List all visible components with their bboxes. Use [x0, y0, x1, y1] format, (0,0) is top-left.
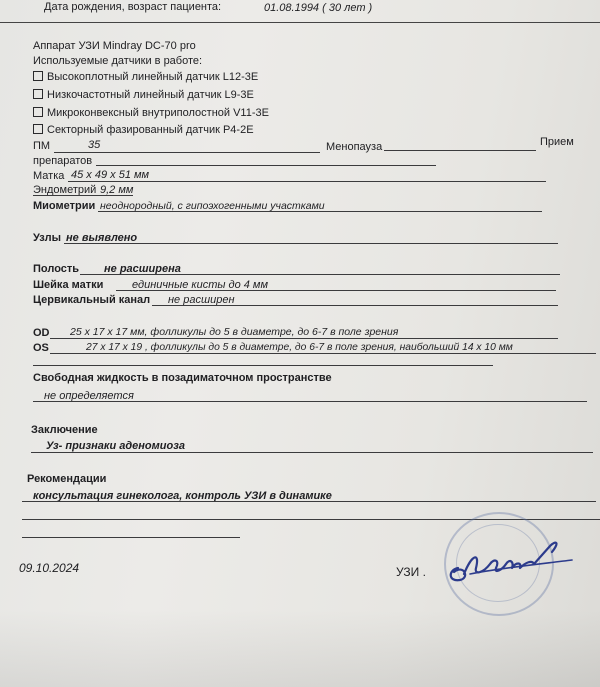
uterus-value: 45 x 49 x 51 мм	[71, 169, 150, 181]
cavity-underline	[80, 274, 560, 275]
os-label: OS	[33, 342, 49, 354]
pm-underline	[54, 152, 320, 153]
sensor-item	[33, 89, 254, 102]
sensor-item	[33, 71, 258, 84]
cavity-value: не расширена	[104, 263, 181, 275]
recommendations-label: Рекомендации	[27, 473, 107, 485]
myometrium-value: неоднородный, с гипоэхогенными участками	[100, 200, 325, 212]
sensor-label: Микроконвексный внутриполостной V11-3E	[47, 107, 269, 119]
myometrium-underline	[98, 211, 542, 212]
sensor-item	[33, 107, 269, 120]
endometrium-value: 9,2 мм	[100, 184, 134, 196]
sensor-checkbox[interactable]	[33, 71, 43, 81]
od-underline	[50, 338, 558, 339]
report-date: 09.10.2024	[19, 561, 80, 575]
conclusion-underline	[31, 452, 593, 453]
uzi-label: УЗИ .	[396, 565, 426, 579]
nodes-value: не выявлено	[66, 232, 138, 244]
os-underline	[50, 353, 596, 354]
birth-label: Дата рождения, возраст пациента:	[44, 1, 222, 13]
pm-label: ПМ	[33, 140, 51, 152]
endometrium-label: Эндометрий	[33, 184, 97, 196]
recommendations-underline	[22, 501, 596, 502]
fluid-label: Свободная жидкость в позадиматочном пространстве	[33, 372, 332, 384]
sensor-label: Высокоплотный линейный датчик L12-3E	[47, 71, 259, 83]
conclusion-label: Заключение	[31, 424, 98, 436]
myometrium-label: Миометрии	[33, 200, 96, 212]
canal-underline	[152, 305, 558, 306]
nodes-label: Узлы	[33, 232, 61, 244]
sensor-item	[33, 124, 254, 137]
intake-label-2: препаратов	[33, 155, 93, 167]
pm-value: 35	[88, 139, 101, 151]
sensor-checkbox[interactable]	[33, 89, 43, 99]
os-underline-2	[33, 365, 493, 366]
canal-label: Цервикальный канал	[33, 294, 151, 306]
intake-underline	[96, 165, 436, 166]
cervix-label: Шейка матки	[33, 279, 104, 291]
uterus-label: Матка	[33, 170, 65, 182]
od-label: OD	[33, 327, 50, 339]
recommendations-value: консультация гинеколога, контроль УЗИ в динамике	[33, 490, 332, 502]
uterus-underline	[68, 181, 546, 182]
menopause-underline	[384, 150, 536, 151]
apparatus-line: Аппарат УЗИ Mindray DC-70 pro	[33, 40, 196, 52]
endometrium-underline	[33, 195, 133, 196]
od-value: 25 x 17 x 17 мм, фолликулы до 5 в диаметре, до 6-7 в поле зрения	[70, 326, 399, 338]
sensor-checkbox[interactable]	[33, 124, 43, 134]
conclusion-value: Уз- признаки аденомиоза	[46, 440, 185, 452]
cervix-value: единичные кисты до 4 мм	[132, 279, 269, 291]
sensor-label: Секторный фазированный датчик P4-2E	[47, 124, 254, 136]
photo-shadow	[0, 610, 600, 687]
fluid-value: не определяется	[44, 390, 134, 402]
sensors-title: Используемые датчики в работе:	[33, 55, 203, 67]
signature-icon	[440, 528, 580, 588]
nodes-underline	[64, 243, 558, 244]
header-divider	[0, 22, 600, 23]
sensor-label: Низкочастотный линейный датчик L9-3E	[47, 89, 254, 101]
canal-value: не расширен	[168, 294, 235, 306]
cavity-label: Полость	[33, 263, 80, 275]
intake-label: Прием	[540, 136, 574, 148]
os-value: 27 x 17 x 19 , фолликулы до 5 в диаметре, до 6-7 в поле зрения, наибольший 14 x 10 мм	[86, 342, 513, 353]
sensor-checkbox[interactable]	[33, 107, 43, 117]
cervix-underline	[116, 290, 556, 291]
recommendations-underline-3	[22, 537, 240, 538]
fluid-underline	[33, 401, 587, 402]
birth-value: 01.08.1994 ( 30 лет )	[264, 2, 373, 14]
menopause-label: Менопауза	[326, 141, 383, 153]
